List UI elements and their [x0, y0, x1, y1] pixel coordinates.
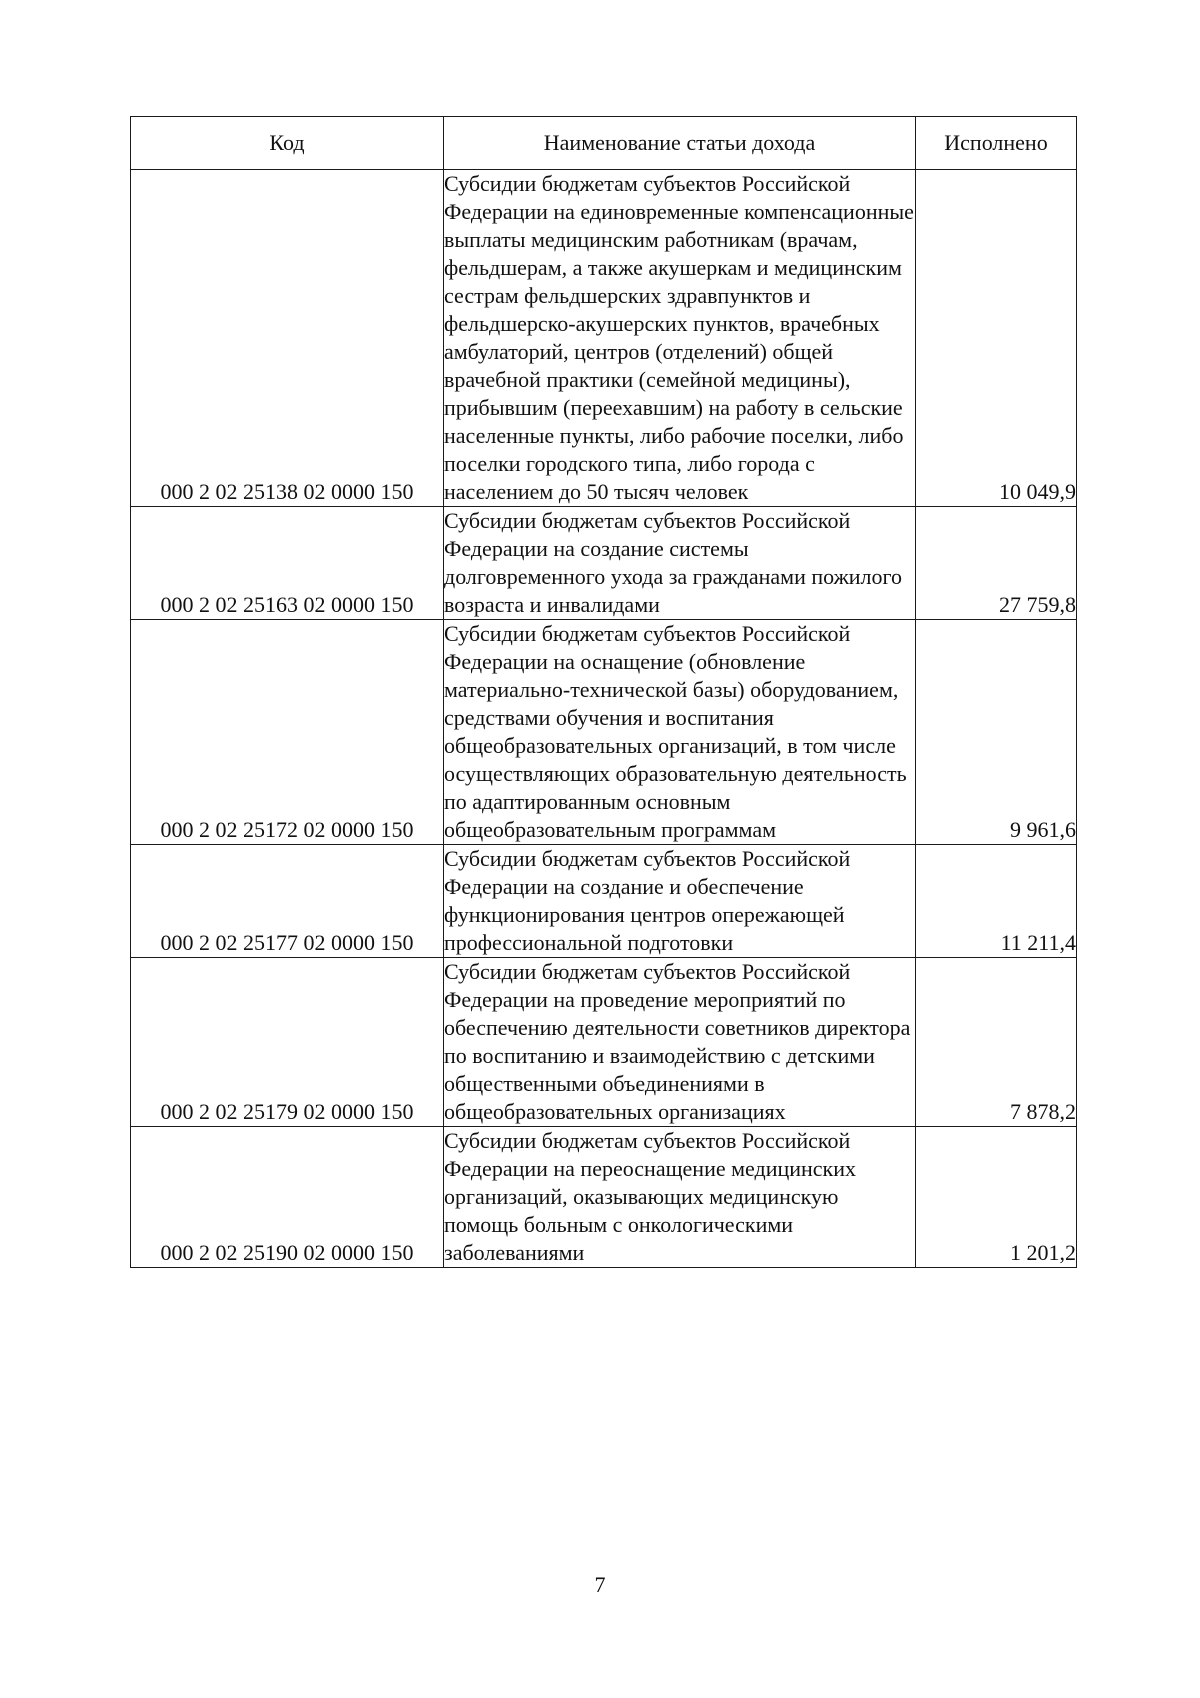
income-table	[130, 116, 1077, 1268]
row-value: 11 211,4	[916, 845, 1077, 958]
row-value: 10 049,9	[916, 170, 1077, 507]
row-name: Субсидии бюджетам субъектов Российской Федерации на проведение мероприятий по обеспечению деятельности советников директора по воспитанию и взаимодействию с детскими общественными объединениями в общеобразовательных организациях	[444, 958, 916, 1127]
row-code: 000 2 02 25179 02 0000 150	[131, 958, 444, 1127]
table-row	[131, 170, 1077, 507]
table-row	[131, 845, 1077, 958]
row-code: 000 2 02 25163 02 0000 150	[131, 507, 444, 620]
row-code: 000 2 02 25172 02 0000 150	[131, 620, 444, 845]
row-code: 000 2 02 25138 02 0000 150	[131, 170, 444, 507]
row-name: Субсидии бюджетам субъектов Российской Федерации на оснащение (обновление материально-технической базы) оборудованием, средствами обучения и воспитания общеобразовательных организаций, в том числе осуществляющих образовательную деятельность по адаптированным основным общеобразовательным программам	[444, 620, 916, 845]
header-code: Код	[131, 117, 444, 170]
row-code: 000 2 02 25190 02 0000 150	[131, 1127, 444, 1268]
table-row	[131, 1127, 1077, 1268]
header-name: Наименование статьи дохода	[444, 117, 916, 170]
page-number: 7	[594, 1572, 606, 1597]
row-value: 27 759,8	[916, 507, 1077, 620]
row-name: Субсидии бюджетам субъектов Российской Федерации на единовременные компенсационные выплаты медицинским работникам (врачам, фельдшерам, а также акушеркам и медицинским сестрам фельдшерских здравпунктов и фельдшерско-акушерских пунктов, врачебных амбулаторий, центров (отделений) общей врачебной практики (семейной медицины), прибывшим (переехавшим) на работу в сельские населенные пункты, либо рабочие поселки, либо поселки городского типа, либо города с населением до 50 тысяч человек	[444, 170, 916, 507]
header-value: Исполнено	[916, 117, 1077, 170]
table-header-row	[131, 117, 1077, 170]
row-name: Субсидии бюджетам субъектов Российской Федерации на создание системы долговременного ухода за гражданами пожилого возраста и инвалидами	[444, 507, 916, 620]
table-row	[131, 620, 1077, 845]
row-name: Субсидии бюджетам субъектов Российской Федерации на переоснащение медицинских организаций, оказывающих медицинскую помощь больным с онкологическими заболеваниями	[444, 1127, 916, 1268]
row-value: 7 878,2	[916, 958, 1077, 1127]
table-row	[131, 958, 1077, 1127]
row-value: 9 961,6	[916, 620, 1077, 845]
row-value: 1 201,2	[916, 1127, 1077, 1268]
table-row	[131, 507, 1077, 620]
row-name: Субсидии бюджетам субъектов Российской Федерации на создание и обеспечение функционирования центров опережающей профессиональной подготовки	[444, 845, 916, 958]
row-code: 000 2 02 25177 02 0000 150	[131, 845, 444, 958]
